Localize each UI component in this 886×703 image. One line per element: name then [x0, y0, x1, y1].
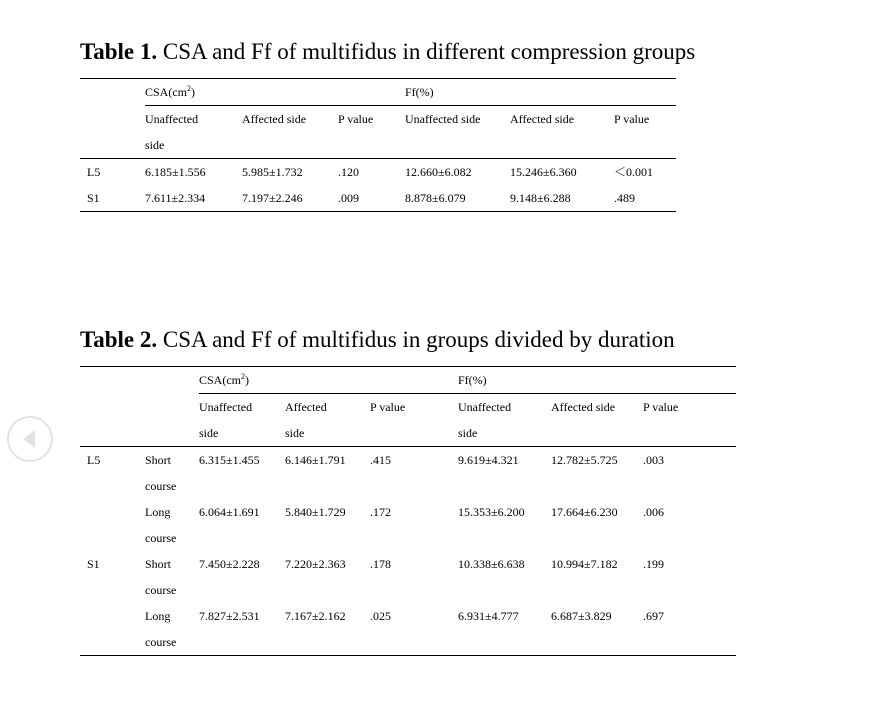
value-cell: .025 [370, 603, 458, 656]
value-cell: .003 [643, 453, 664, 467]
group-cell: Long course [145, 505, 177, 545]
group-cell: Short course [145, 557, 177, 597]
value-cell: 9.148±6.288 [510, 185, 614, 212]
table2-col-ff-p: P value [643, 394, 736, 447]
level-cell: S1 [80, 185, 145, 212]
value-cell: 15.246±6.360 [510, 165, 577, 179]
value-cell: 6.315±1.455 [199, 453, 260, 467]
value-cell: 17.664±6.230 [551, 505, 618, 519]
table2-subheader-row [80, 394, 736, 447]
level-cell: S1 [87, 557, 100, 571]
table-row [80, 499, 736, 551]
group-cell: Short course [145, 453, 177, 493]
value-cell: .199 [643, 557, 664, 571]
value-cell: .009 [338, 185, 405, 212]
value-cell: 6.931±4.777 [458, 603, 551, 656]
value-cell: 6.185±1.556 [145, 165, 206, 179]
table1-subheader-row [80, 106, 676, 159]
table1-caption [80, 38, 695, 66]
table-row [80, 185, 676, 212]
level-cell: L5 [87, 165, 101, 179]
group-cell: Long course [145, 603, 199, 656]
table2-label: Table 2. [80, 327, 158, 352]
level-cell [80, 499, 145, 551]
chevron-left-icon [23, 430, 35, 448]
value-cell: 5.840±1.729 [285, 505, 346, 519]
table2-col-ff-affected: Affected side [551, 394, 643, 447]
table1-col-ff-unaffected: Unaffected side [405, 106, 510, 159]
value-cell: 12.782±5.725 [551, 453, 618, 467]
table2-title: CSA and Ff of multifidus in groups divided by duration [157, 327, 675, 352]
table1-title: CSA and Ff of multifidus in different compression groups [157, 39, 696, 64]
table1 [80, 78, 676, 212]
value-cell: .178 [370, 557, 391, 571]
table1-col-ff-affected: Affected side [510, 106, 614, 159]
value-cell: ＜0.001 [614, 165, 654, 179]
value-cell: .120 [338, 165, 359, 179]
table-row [80, 551, 736, 603]
value-cell: 7.220±2.363 [285, 557, 346, 571]
value-cell: 12.660±6.082 [405, 165, 472, 179]
value-cell: 6.687±3.829 [551, 603, 643, 656]
table-row [80, 603, 736, 656]
value-cell: 7.167±2.162 [285, 603, 370, 656]
value-cell: 7.197±2.246 [242, 185, 338, 212]
table1-csa-header: $CSA(cm^2)$ [145, 79, 405, 106]
table2-col-csa-unaffected: Unaffected side [199, 394, 285, 447]
prev-button[interactable] [7, 416, 53, 462]
value-cell: 6.146±1.791 [285, 453, 346, 467]
table1-header-row [80, 79, 676, 106]
table-row [80, 159, 676, 186]
table2-header-row [80, 367, 736, 394]
table2-caption [80, 326, 675, 354]
table1-col-csa-affected: Affected side [242, 106, 338, 159]
table-row [80, 447, 736, 500]
value-cell: 9.619±4.321 [458, 453, 519, 467]
value-cell: .006 [643, 505, 664, 519]
level-cell [80, 603, 145, 656]
table2-csa-header: $CSA(cm^2)$ [199, 367, 458, 394]
value-cell: 8.878±6.079 [405, 185, 510, 212]
table1-col-csa-unaffected: Unaffected side [145, 106, 242, 159]
value-cell: 7.827±2.531 [199, 603, 285, 656]
table2 [80, 366, 736, 656]
value-cell: 15.353±6.200 [458, 505, 525, 519]
value-cell: 7.611±2.334 [145, 185, 242, 212]
value-cell: .415 [370, 453, 391, 467]
value-cell: 6.064±1.691 [199, 505, 260, 519]
table1-col-ff-p: P value [614, 106, 676, 159]
value-cell: .489 [614, 185, 676, 212]
table2-ff-header: Ff(%) [458, 367, 736, 394]
value-cell: 5.985±1.732 [242, 165, 303, 179]
value-cell: 10.338±6.638 [458, 557, 525, 571]
value-cell: .172 [370, 505, 391, 519]
table1-col-csa-p: P value [338, 106, 405, 159]
table1-label: Table 1. [80, 39, 158, 64]
value-cell: .697 [643, 603, 736, 656]
table2-col-csa-p: P value [370, 394, 458, 447]
value-cell: 10.994±7.182 [551, 557, 618, 571]
table1-ff-header: Ff(%) [405, 79, 676, 106]
table2-col-csa-affected: Affected side [285, 394, 370, 447]
table2-col-ff-unaffected: Unaffected side [458, 394, 551, 447]
level-cell: L5 [87, 453, 101, 467]
value-cell: 7.450±2.228 [199, 557, 260, 571]
